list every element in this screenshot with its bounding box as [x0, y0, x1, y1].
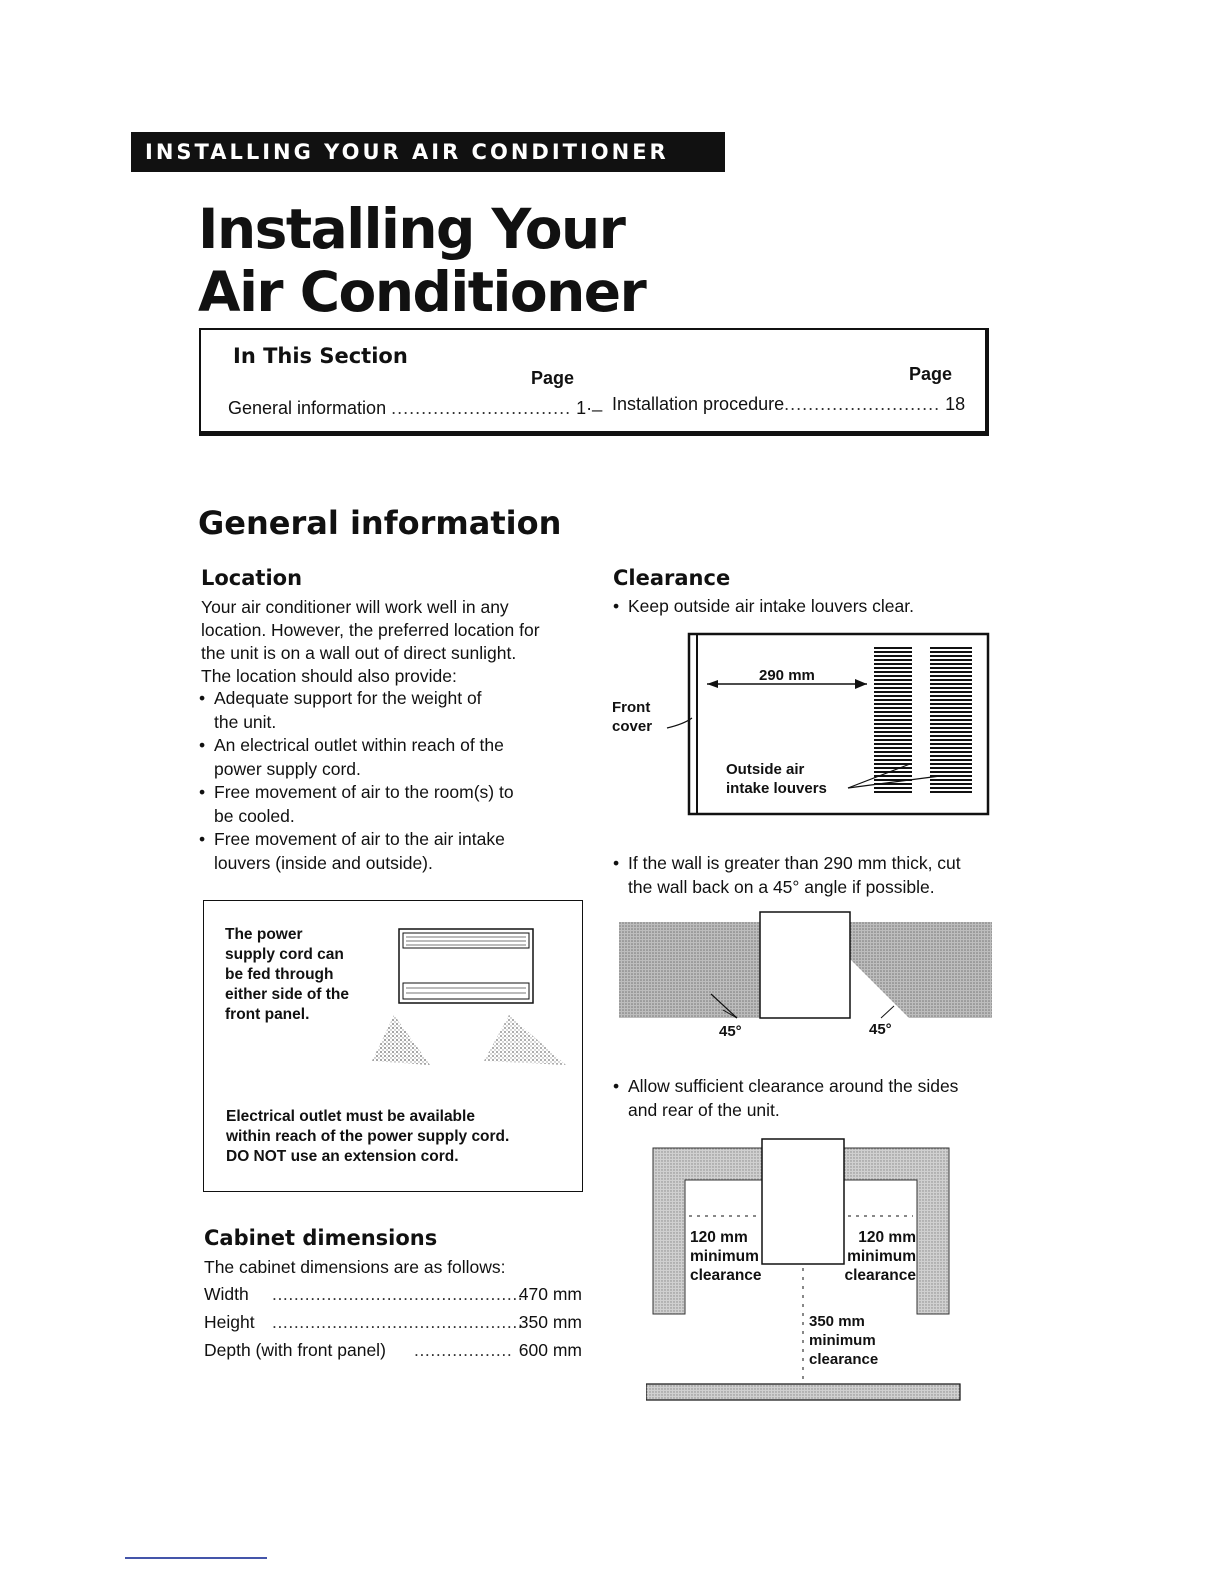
text-line: the unit.	[214, 711, 277, 732]
text-line: • An electrical outlet within reach of the	[214, 735, 504, 755]
left-clearance-label	[690, 1228, 762, 1285]
text-line: either side of the	[225, 986, 350, 1003]
list-item	[199, 734, 579, 781]
text-line: minimum	[847, 1248, 916, 1265]
page-title	[198, 198, 645, 324]
front-cover-label	[612, 698, 652, 736]
text-line: Your air conditioner will work well in any	[201, 597, 509, 617]
toc-item-label: Installation procedure	[612, 394, 785, 414]
side-rear-clearance-diagram	[646, 1136, 964, 1406]
cabinet-dimensions-table	[204, 1284, 584, 1368]
clearance-bullet-1	[613, 595, 993, 619]
text-line: minimum	[690, 1248, 759, 1265]
text-line: • Free movement of air to the air intake	[214, 829, 505, 849]
toc-page-label: Page	[531, 368, 575, 388]
louvers-label	[726, 760, 827, 798]
list-item	[199, 828, 579, 875]
cabinet-intro: The cabinet dimensions are as follows:	[204, 1257, 506, 1277]
list-item	[199, 687, 579, 734]
toc-item-label: General information	[228, 398, 387, 418]
text-line: Electrical outlet must be available	[226, 1108, 475, 1125]
text-line: power supply cord.	[214, 758, 361, 779]
power-cord-box	[203, 900, 583, 1192]
toc-item-page: 18	[945, 394, 966, 414]
dimension-value: 600 mm	[518, 1340, 582, 1360]
outlet-note	[226, 1107, 509, 1167]
angle-label-left: 45°	[719, 1023, 742, 1040]
text-line: the unit is on a wall out of direct sunlight.	[201, 643, 517, 663]
text-line: clearance	[844, 1267, 916, 1284]
text-line: Outside air	[726, 761, 805, 778]
toc-item[interactable]	[228, 398, 597, 419]
text-line: The location should also provide:	[201, 666, 457, 686]
text-line: intake louvers	[726, 780, 827, 797]
text-line: 120 mm	[690, 1229, 748, 1246]
dimension-label: Width	[204, 1284, 249, 1304]
dimension-label: 290 mm	[759, 667, 815, 684]
list-item: • Keep outside air intake louvers clear.	[613, 595, 993, 619]
clearance-bullet-2	[613, 852, 998, 899]
text-line: location. However, the preferred location for	[201, 620, 540, 640]
text-line: 120 mm	[858, 1229, 916, 1246]
dimension-leader: ..............................................	[272, 1312, 524, 1332]
location-heading: Location	[201, 566, 303, 590]
text-line: clearance	[690, 1267, 762, 1284]
location-intro	[201, 596, 581, 688]
text-line: • Adequate support for the weight of	[214, 688, 482, 708]
toc-page-label: Page	[909, 364, 953, 384]
dimension-value: 350 mm	[518, 1312, 582, 1332]
unit-front-panel-illustration	[344, 923, 569, 1073]
text-line: 350 mm	[809, 1313, 865, 1330]
dimension-row	[204, 1340, 584, 1368]
right-clearance-label	[844, 1228, 916, 1285]
text-line: the wall back on a 45° angle if possible.	[628, 876, 935, 897]
dimension-row	[204, 1284, 584, 1312]
text-line: be fed through	[225, 966, 334, 983]
text-line: Front	[612, 699, 651, 716]
angle-label-right: 45°	[869, 1021, 892, 1038]
text-line: • Allow sufficient clearance around the sides	[628, 1076, 959, 1096]
text-line: and rear of the unit.	[628, 1099, 780, 1120]
toc-leader: ..........................	[784, 394, 941, 414]
text-line: cover	[612, 718, 653, 735]
dimension-label: Depth (with front panel)	[204, 1340, 386, 1360]
location-bullets	[199, 687, 579, 875]
dimension-row	[204, 1312, 584, 1340]
dimension-leader: ..................	[414, 1340, 513, 1360]
text-line: • Free movement of air to the room(s) to	[214, 782, 514, 802]
text-line: • If the wall is greater than 290 mm thick, cut	[628, 853, 961, 873]
toc-item-page: 1· ̶	[576, 398, 598, 418]
clearance-bullet-3	[613, 1075, 998, 1122]
text-line: minimum	[809, 1332, 876, 1349]
rear-clearance-label	[809, 1312, 878, 1369]
title-line-2: Air Conditioner	[198, 260, 646, 324]
text-line: front panel.	[225, 1006, 310, 1023]
list-item	[613, 1075, 998, 1122]
text-line: clearance	[809, 1351, 879, 1368]
list-item	[199, 781, 579, 828]
text-line: DO NOT use an extension cord.	[226, 1148, 459, 1165]
text-line: within reach of the power supply cord.	[226, 1128, 510, 1145]
section-banner: INSTALLING YOUR AIR CONDITIONER	[131, 132, 725, 172]
list-item	[613, 852, 998, 899]
footnote-rule	[125, 1557, 267, 1559]
louver-clearance-diagram	[612, 632, 992, 817]
text-line: The power	[225, 926, 303, 943]
in-this-section-box	[199, 328, 989, 436]
clearance-heading: Clearance	[613, 566, 731, 590]
toc-heading: In This Section	[233, 344, 408, 368]
power-cord-caption	[225, 925, 349, 1025]
cabinet-dimensions-heading: Cabinet dimensions	[204, 1226, 438, 1250]
toc-leader: ..............................	[391, 398, 572, 418]
dimension-value: 470 mm	[518, 1284, 582, 1304]
text-line: supply cord can	[225, 946, 344, 963]
dimension-leader: ..............................................	[272, 1284, 524, 1304]
toc-item[interactable]	[612, 394, 965, 415]
text-line: louvers (inside and outside).	[214, 852, 433, 873]
wall-cut-diagram	[619, 910, 993, 1045]
general-information-heading: General information	[198, 504, 562, 542]
dimension-label: Height	[204, 1312, 255, 1332]
text-line: be cooled.	[214, 805, 295, 826]
title-line-1: Installing Your	[198, 197, 625, 261]
